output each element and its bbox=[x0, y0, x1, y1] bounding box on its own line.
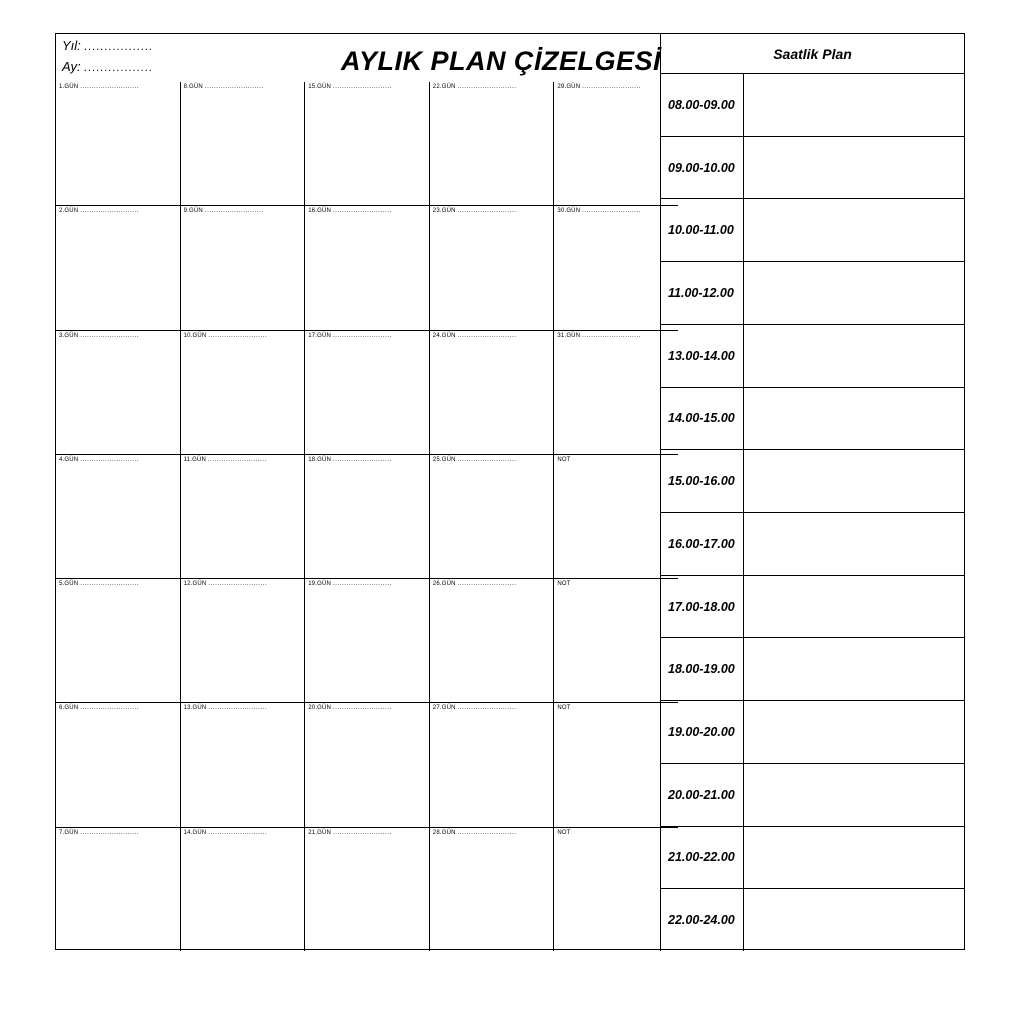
day-cell-label: 4.GÜN .......................... bbox=[59, 456, 140, 463]
day-cell-label: 6.GÜN .......................... bbox=[59, 705, 140, 712]
day-cell[interactable] bbox=[56, 206, 181, 329]
day-cell-label: 13.GÜN .......................... bbox=[183, 705, 268, 712]
note-cell-label: NOT bbox=[557, 829, 571, 836]
table-row bbox=[56, 205, 678, 329]
day-cell-label: 29.GÜN .......................... bbox=[557, 84, 642, 90]
day-cell-label: 16.GÜN .......................... bbox=[308, 208, 392, 215]
hour-entry-field[interactable] bbox=[744, 764, 964, 826]
day-cell[interactable] bbox=[305, 331, 430, 454]
day-cell[interactable] bbox=[430, 206, 555, 329]
hour-row bbox=[660, 136, 964, 199]
hour-label: 10.00-11.00 bbox=[660, 199, 744, 261]
hour-label: 20.00-21.00 bbox=[660, 764, 744, 826]
table-row bbox=[56, 330, 678, 454]
year-label: Yıl: bbox=[62, 38, 81, 53]
planner-sheet bbox=[55, 33, 965, 950]
day-cell-label: 27.GÜN .......................... bbox=[432, 705, 517, 712]
day-cell-label: 20.GÜN .......................... bbox=[308, 705, 392, 712]
hour-label: 17.00-18.00 bbox=[660, 576, 744, 638]
day-cell[interactable] bbox=[56, 703, 181, 826]
day-cell-label: 26.GÜN .......................... bbox=[432, 581, 517, 588]
day-cell-label: 12.GÜN .......................... bbox=[183, 581, 268, 588]
day-cell-label: 10.GÜN .......................... bbox=[183, 332, 268, 339]
hour-entry-field[interactable] bbox=[744, 199, 964, 261]
hour-entry-field[interactable] bbox=[744, 576, 964, 638]
day-cell-label: 31.GÜN .......................... bbox=[557, 332, 642, 339]
hour-label: 14.00-15.00 bbox=[660, 388, 744, 450]
day-cell[interactable] bbox=[305, 206, 430, 329]
day-cell-label: 30.GÜN .......................... bbox=[557, 208, 642, 215]
day-cell-label: 23.GÜN .......................... bbox=[432, 208, 517, 215]
hour-entry-field[interactable] bbox=[744, 889, 964, 951]
day-cell[interactable] bbox=[181, 703, 306, 826]
table-row bbox=[56, 578, 678, 702]
day-cell-label: 5.GÜN .......................... bbox=[59, 581, 140, 588]
day-cell[interactable] bbox=[56, 455, 181, 578]
day-cell[interactable] bbox=[181, 579, 306, 702]
day-cell[interactable] bbox=[305, 579, 430, 702]
hour-label: 21.00-22.00 bbox=[660, 827, 744, 889]
day-cell-label: 21.GÜN .......................... bbox=[308, 829, 392, 836]
hour-label: 13.00-14.00 bbox=[660, 325, 744, 387]
table-row bbox=[56, 82, 678, 205]
day-cell[interactable] bbox=[181, 828, 306, 951]
day-cell[interactable] bbox=[305, 455, 430, 578]
hour-row bbox=[660, 512, 964, 575]
month-label: Ay: bbox=[62, 59, 81, 74]
day-cell-label: 19.GÜN .......................... bbox=[308, 581, 392, 588]
day-cell-label: 1.GÜN .......................... bbox=[59, 84, 140, 90]
hour-label: 09.00-10.00 bbox=[660, 137, 744, 199]
hour-entry-field[interactable] bbox=[744, 450, 964, 512]
table-row bbox=[56, 454, 678, 578]
hour-row bbox=[660, 763, 964, 826]
day-cell-label: 2.GÜN .......................... bbox=[59, 208, 140, 215]
hour-label: 15.00-16.00 bbox=[660, 450, 744, 512]
day-cell-label: 7.GÜN .......................... bbox=[59, 829, 140, 836]
day-cell-label: 15.GÜN .......................... bbox=[308, 84, 392, 90]
day-cell-label: 3.GÜN .......................... bbox=[59, 332, 140, 339]
day-cell[interactable] bbox=[56, 579, 181, 702]
year-input-line[interactable]: ................. bbox=[84, 41, 154, 53]
hour-row bbox=[660, 387, 964, 450]
day-cell[interactable] bbox=[430, 703, 555, 826]
day-cell-label: 28.GÜN .......................... bbox=[432, 829, 517, 836]
hour-label: 18.00-19.00 bbox=[660, 638, 744, 700]
hour-entry-field[interactable] bbox=[744, 137, 964, 199]
day-cell[interactable] bbox=[430, 331, 555, 454]
day-cell[interactable] bbox=[430, 828, 555, 951]
day-cell-label: 14.GÜN .......................... bbox=[183, 829, 268, 836]
day-cell-label: 17.GÜN .......................... bbox=[308, 332, 392, 339]
hour-label: 11.00-12.00 bbox=[660, 262, 744, 324]
day-cell-label: 22.GÜN .......................... bbox=[432, 84, 517, 90]
note-cell-label: NOT bbox=[557, 705, 571, 712]
hour-row bbox=[660, 449, 964, 512]
hour-entry-field[interactable] bbox=[744, 513, 964, 575]
hour-entry-field[interactable] bbox=[744, 827, 964, 889]
day-grid bbox=[56, 82, 678, 951]
hour-entry-field[interactable] bbox=[744, 638, 964, 700]
table-row bbox=[56, 702, 678, 826]
year-month-fields bbox=[62, 36, 242, 78]
day-cell[interactable] bbox=[181, 206, 306, 329]
day-cell[interactable] bbox=[181, 82, 306, 205]
day-cell[interactable] bbox=[305, 828, 430, 951]
day-cell[interactable] bbox=[305, 703, 430, 826]
day-cell-label: 24.GÜN .......................... bbox=[432, 332, 517, 339]
day-cell[interactable] bbox=[305, 82, 430, 205]
day-cell[interactable] bbox=[181, 331, 306, 454]
hour-row bbox=[660, 74, 964, 136]
month-input-line[interactable]: ................. bbox=[84, 62, 154, 74]
day-cell-label: 25.GÜN .......................... bbox=[432, 456, 517, 463]
hour-entry-field[interactable] bbox=[744, 701, 964, 763]
day-cell[interactable] bbox=[430, 455, 555, 578]
hourly-plan-rows bbox=[660, 74, 964, 951]
hour-row bbox=[660, 261, 964, 324]
day-cell[interactable] bbox=[56, 828, 181, 951]
hour-row bbox=[660, 700, 964, 763]
note-cell-label: NOT bbox=[557, 456, 571, 463]
day-cell[interactable] bbox=[56, 82, 181, 205]
hour-label: 16.00-17.00 bbox=[660, 513, 744, 575]
hour-entry-field[interactable] bbox=[744, 262, 964, 324]
day-cell-label: 18.GÜN .......................... bbox=[308, 456, 392, 463]
day-cell-label: 11.GÜN .......................... bbox=[183, 456, 267, 463]
hour-row bbox=[660, 324, 964, 387]
hour-entry-field[interactable] bbox=[744, 325, 964, 387]
year-field-row[interactable] bbox=[62, 36, 242, 57]
hour-label: 19.00-20.00 bbox=[660, 701, 744, 763]
hour-row bbox=[660, 888, 964, 951]
hourly-plan-block bbox=[660, 34, 964, 951]
hour-label: 08.00-09.00 bbox=[660, 74, 744, 136]
day-cell-label: 9.GÜN .......................... bbox=[183, 208, 264, 215]
hour-label: 22.00-24.00 bbox=[660, 889, 744, 951]
day-cell[interactable] bbox=[56, 331, 181, 454]
page-title: AYLIK PLAN ÇİZELGESİ bbox=[340, 46, 661, 76]
note-cell-label: NOT bbox=[557, 581, 571, 588]
month-field-row[interactable] bbox=[62, 57, 242, 78]
day-cell-label: 8.GÜN .......................... bbox=[183, 84, 264, 90]
hour-row bbox=[660, 637, 964, 700]
hour-entry-field[interactable] bbox=[744, 74, 964, 136]
day-cell[interactable] bbox=[430, 579, 555, 702]
hour-entry-field[interactable] bbox=[744, 388, 964, 450]
table-row bbox=[56, 827, 678, 951]
hour-row bbox=[660, 826, 964, 889]
hourly-plan-header: Saatlik Plan bbox=[660, 34, 964, 74]
day-cell[interactable] bbox=[181, 455, 306, 578]
day-cell[interactable] bbox=[430, 82, 555, 205]
hour-row bbox=[660, 575, 964, 638]
hour-row bbox=[660, 198, 964, 261]
